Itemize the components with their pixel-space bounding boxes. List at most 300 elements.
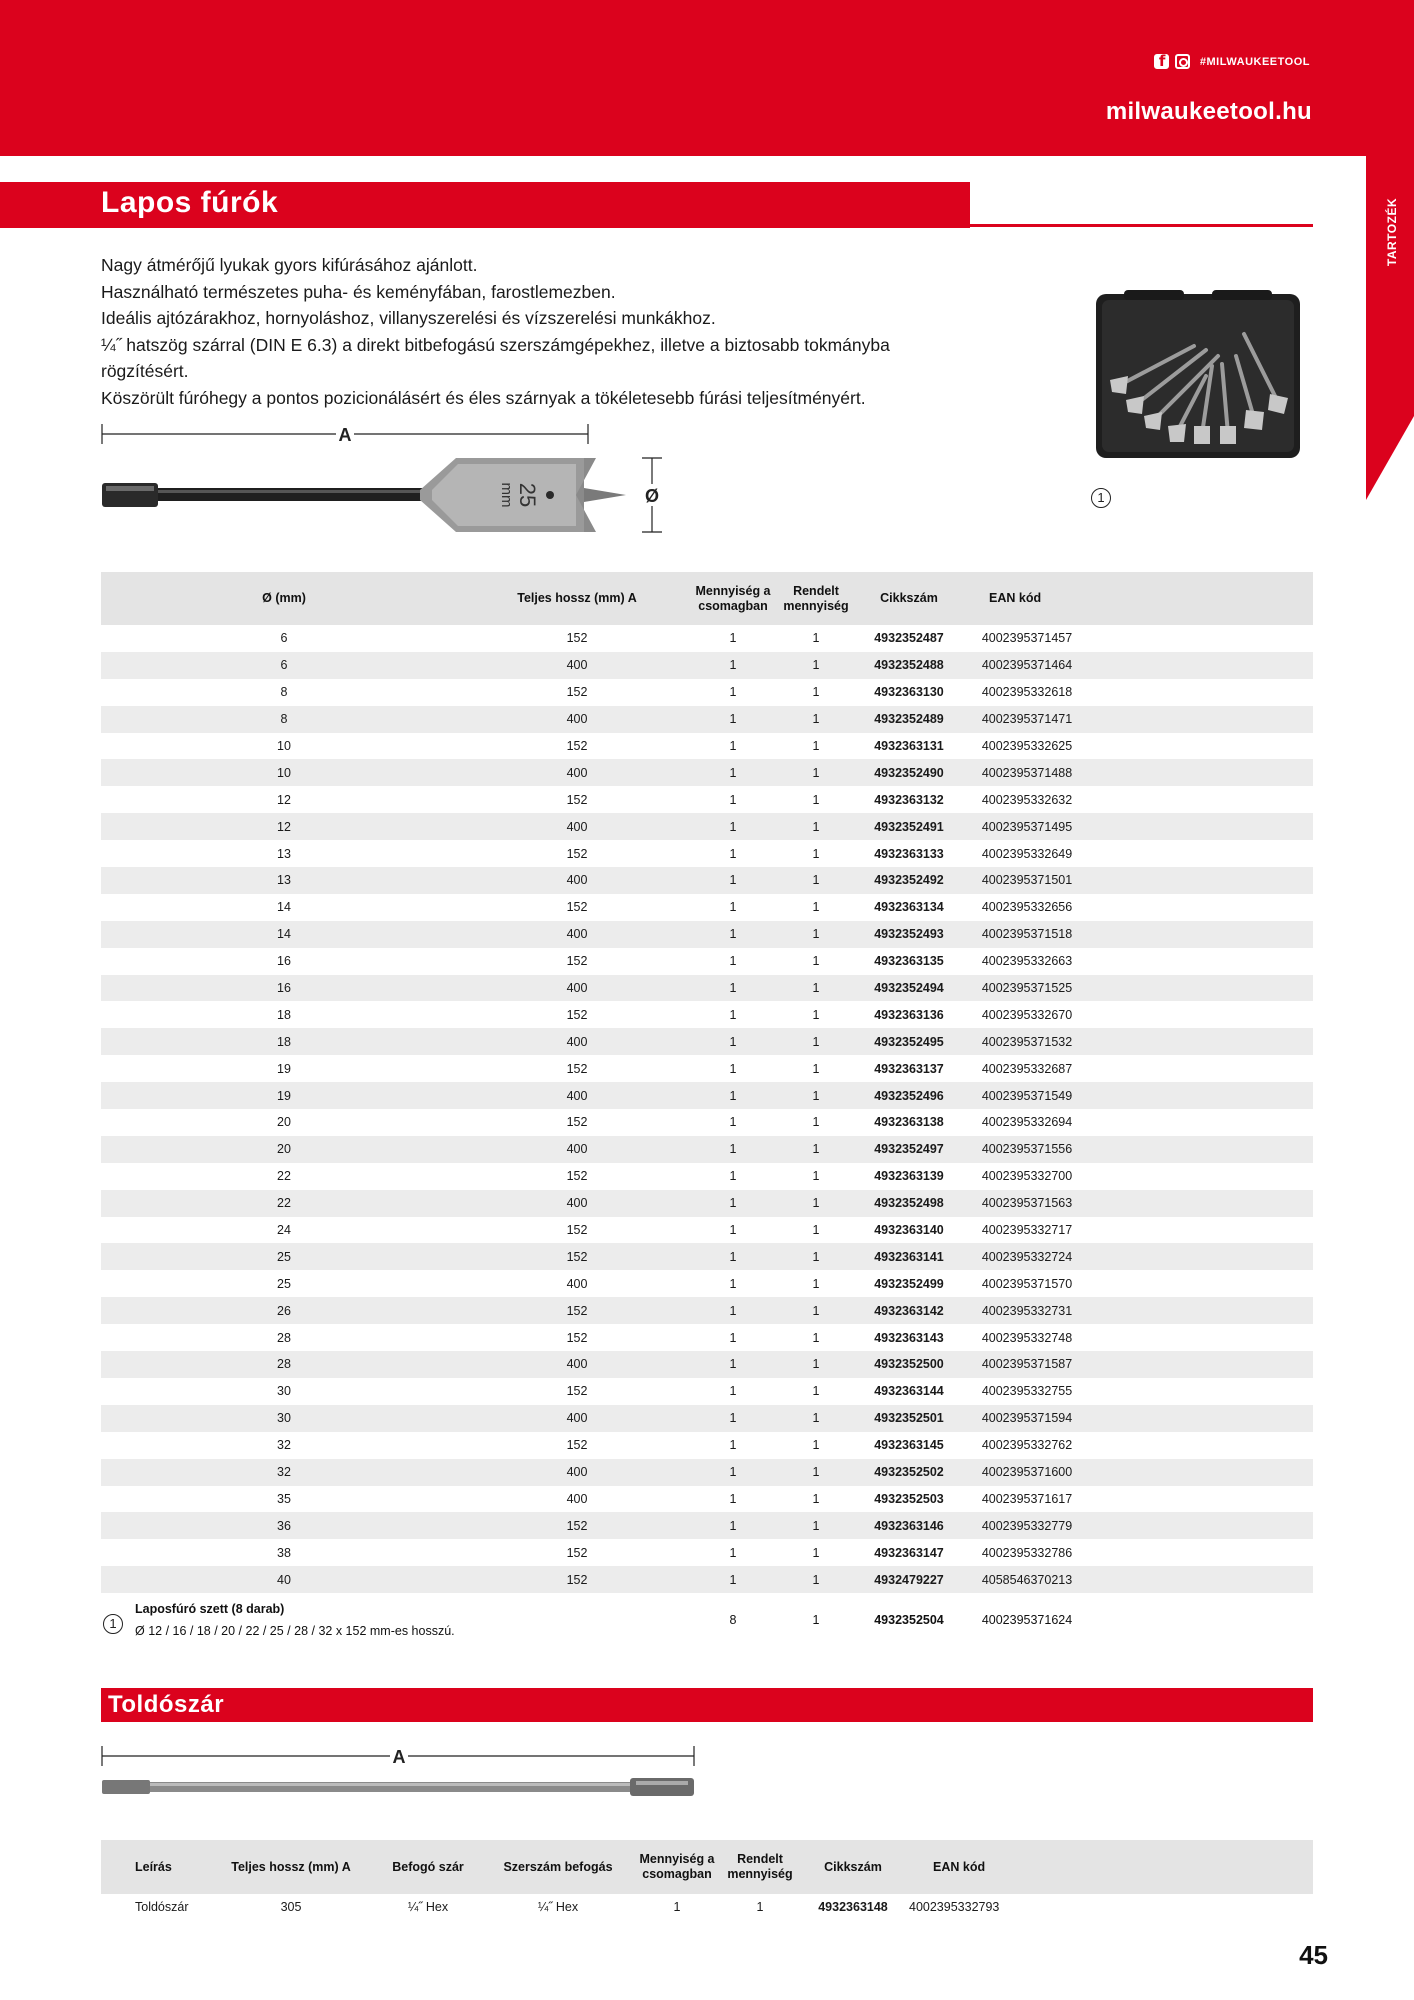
cell-code: 4932363143 bbox=[874, 1330, 944, 1345]
cell-length: 152 bbox=[566, 954, 588, 969]
cell-diameter: 19 bbox=[277, 1061, 291, 1076]
col-header-ean: EAN kód bbox=[965, 572, 1089, 625]
table-row bbox=[101, 1109, 1313, 1136]
cell-pack-qty: 1 bbox=[687, 1405, 779, 1432]
cell-order-qty: 1 bbox=[812, 685, 820, 700]
table-row bbox=[101, 1539, 1313, 1566]
cell-diameter: 13 bbox=[101, 867, 467, 894]
cell-blank bbox=[1089, 733, 1313, 760]
cell-pack-qty: 1 bbox=[687, 1136, 779, 1163]
cell-blank bbox=[1089, 1270, 1313, 1297]
cell-diameter: 14 bbox=[101, 921, 467, 948]
col-header-description: Leírás bbox=[101, 1840, 211, 1894]
cell-order-qty: 1 bbox=[779, 921, 853, 948]
cell-description: Toldószár bbox=[135, 1900, 189, 1915]
table-row bbox=[101, 1055, 1313, 1082]
cell-blank bbox=[1089, 1378, 1313, 1405]
cell-ean: 4002395371587 bbox=[965, 1351, 1089, 1378]
spade-bit-diagram bbox=[96, 420, 676, 544]
cell-diameter: 26 bbox=[101, 1297, 467, 1324]
cell-code: 4932352496 bbox=[853, 1082, 965, 1109]
cell-order-qty: 1 bbox=[779, 1405, 853, 1432]
cell-blank bbox=[1089, 786, 1313, 813]
cell-pack-qty: 1 bbox=[687, 1190, 779, 1217]
table-row bbox=[101, 1163, 1313, 1190]
cell-code: 4932363138 bbox=[874, 1115, 944, 1130]
cell-order-qty: 1 bbox=[812, 631, 820, 646]
cell-length: 400 bbox=[566, 1491, 588, 1506]
cell-order-qty: 1 bbox=[812, 900, 820, 915]
table-row bbox=[101, 1432, 1313, 1459]
cell-pack-qty: 1 bbox=[729, 900, 737, 915]
cell-length: 400 bbox=[467, 813, 687, 840]
cell-diameter: 12 bbox=[101, 813, 467, 840]
col-header-length: Teljes hossz (mm) A bbox=[211, 1840, 371, 1894]
cell-shank: ¼˝ Hex bbox=[407, 1900, 449, 1915]
cell-code: 4932352493 bbox=[853, 921, 965, 948]
page-number: 45 bbox=[1299, 1940, 1328, 1970]
site-url[interactable]: milwaukeetool.hu bbox=[1105, 98, 1312, 125]
cell-diameter: 38 bbox=[277, 1545, 291, 1560]
cell-length: 152 bbox=[566, 1545, 588, 1560]
set-row-detail: Ø 12 / 16 / 18 / 20 / 22 / 25 / 28 / 32 x 152 mm-es hosszú. bbox=[135, 1624, 455, 1638]
cell-ean: 4002395332649 bbox=[981, 846, 1073, 861]
cell-code: 4932363132 bbox=[874, 792, 944, 807]
cell-blank bbox=[1089, 948, 1313, 975]
set-row bbox=[101, 1598, 1313, 1644]
cell-length: 400 bbox=[467, 975, 687, 1002]
col-header-blank bbox=[1033, 1840, 1313, 1894]
cell-pack-qty: 1 bbox=[687, 1243, 779, 1270]
table-row bbox=[101, 1324, 1313, 1351]
cell-code: 4932363130 bbox=[874, 685, 944, 700]
cell-order-qty: 1 bbox=[812, 846, 820, 861]
facebook-icon[interactable] bbox=[1154, 54, 1169, 69]
cell-diameter: 32 bbox=[277, 1438, 291, 1453]
cell-code: 4932363137 bbox=[874, 1061, 944, 1076]
cell-diameter: 10 bbox=[101, 759, 467, 786]
cell-code: 4932479227 bbox=[853, 1566, 965, 1593]
cell-blank bbox=[1089, 894, 1313, 921]
cell-diameter: 30 bbox=[277, 1384, 291, 1399]
cell-length: 152 bbox=[467, 1512, 687, 1539]
cell-pack-qty: 1 bbox=[687, 1351, 779, 1378]
cell-code: 4932352495 bbox=[853, 1028, 965, 1055]
set-row-qty: 8 bbox=[729, 1613, 737, 1627]
cell-ean: 4002395371563 bbox=[965, 1190, 1089, 1217]
cell-ean: 4002395332779 bbox=[965, 1512, 1089, 1539]
cell-code: 4932363144 bbox=[874, 1384, 944, 1399]
cell-pack-qty: 1 bbox=[687, 921, 779, 948]
table-row bbox=[101, 652, 1313, 679]
extension-bar-spec-table bbox=[101, 1840, 1313, 1921]
cell-ean: 4002395371518 bbox=[965, 921, 1089, 948]
cell-order-qty: 1 bbox=[779, 1512, 853, 1539]
extension-dimension-a-label: A bbox=[392, 1747, 406, 1767]
table-row bbox=[101, 894, 1313, 921]
spec-table-body bbox=[101, 625, 1313, 1593]
cell-diameter: 36 bbox=[101, 1512, 467, 1539]
cell-blank bbox=[1089, 625, 1313, 652]
cell-code: 4932363145 bbox=[874, 1438, 944, 1453]
cell-length: 400 bbox=[467, 1082, 687, 1109]
cell-length: 152 bbox=[566, 685, 588, 700]
cell-ean: 4002395371464 bbox=[965, 652, 1089, 679]
cell-pack-qty: 1 bbox=[687, 1566, 779, 1593]
cell-blank bbox=[1033, 1894, 1313, 1921]
cell-diameter: 6 bbox=[280, 631, 288, 646]
cell-pack-qty: 1 bbox=[729, 1115, 737, 1130]
cell-diameter: 19 bbox=[101, 1082, 467, 1109]
table-row bbox=[101, 1459, 1313, 1486]
cell-order-qty: 1 bbox=[779, 867, 853, 894]
cell-length: 400 bbox=[467, 1136, 687, 1163]
cell-diameter: 14 bbox=[277, 900, 291, 915]
cell-diameter: 22 bbox=[277, 1169, 291, 1184]
instagram-icon[interactable] bbox=[1175, 54, 1190, 69]
cell-order-qty: 1 bbox=[812, 1223, 820, 1238]
blade-unit-label: mm bbox=[498, 482, 515, 508]
table-row bbox=[101, 813, 1313, 840]
table-row bbox=[101, 625, 1313, 652]
cell-code: 4932352491 bbox=[853, 813, 965, 840]
hashtag: #MILWAUKEETOOL bbox=[1199, 55, 1310, 68]
cell-diameter: 28 bbox=[277, 1330, 291, 1345]
col-header-pack-qty: Mennyiség a csomagban bbox=[631, 1840, 723, 1894]
cell-pack-qty: 1 bbox=[673, 1900, 681, 1915]
cell-pack-qty: 1 bbox=[729, 631, 737, 646]
cell-order-qty: 1 bbox=[812, 1384, 820, 1399]
cell-pack-qty: 1 bbox=[687, 1512, 779, 1539]
table-row bbox=[101, 733, 1313, 760]
cell-pack-qty: 1 bbox=[687, 1297, 779, 1324]
cell-pack-qty: 1 bbox=[729, 1169, 737, 1184]
side-tab-label: TARTOZÉK bbox=[1385, 197, 1399, 267]
cell-ean: 4002395332687 bbox=[981, 1061, 1073, 1076]
cell-diameter: 6 bbox=[101, 652, 467, 679]
cell-blank bbox=[1089, 1297, 1313, 1324]
cell-pack-qty: 1 bbox=[687, 1082, 779, 1109]
cell-blank bbox=[1089, 921, 1313, 948]
cell-order-qty: 1 bbox=[812, 1115, 820, 1130]
cell-blank bbox=[1089, 1109, 1313, 1136]
table-row bbox=[101, 1894, 1313, 1921]
cell-ean: 4002395332762 bbox=[981, 1438, 1073, 1453]
cell-length: 400 bbox=[566, 1276, 588, 1291]
cell-length: 152 bbox=[566, 631, 588, 646]
spade-bit-spec-table bbox=[101, 572, 1313, 1593]
cell-blank bbox=[1089, 706, 1313, 733]
cell-diameter: 8 bbox=[101, 706, 467, 733]
cell-length: 152 bbox=[467, 1566, 687, 1593]
col-header-pack-qty: Mennyiség a csomagban bbox=[687, 572, 779, 625]
product-description bbox=[101, 252, 981, 411]
cell-order-qty: 1 bbox=[779, 1082, 853, 1109]
cell-diameter: 40 bbox=[101, 1566, 467, 1593]
cell-blank bbox=[1089, 1243, 1313, 1270]
social-links bbox=[1154, 54, 1310, 69]
cell-order-qty: 1 bbox=[812, 792, 820, 807]
cell-length: 152 bbox=[467, 1243, 687, 1270]
cell-order-qty: 1 bbox=[779, 1136, 853, 1163]
cell-length: 400 bbox=[467, 1028, 687, 1055]
dimension-a-label: A bbox=[338, 425, 352, 445]
cell-pack-qty: 1 bbox=[729, 1545, 737, 1560]
cell-ean: 4002395332755 bbox=[981, 1384, 1073, 1399]
cell-length: 152 bbox=[566, 1330, 588, 1345]
cell-blank bbox=[1089, 975, 1313, 1002]
cell-diameter: 8 bbox=[280, 685, 288, 700]
cell-code: 4932363136 bbox=[874, 1007, 944, 1022]
cell-code: 4932363134 bbox=[874, 900, 944, 915]
section-rule bbox=[970, 224, 1313, 227]
cell-ean: 4002395332724 bbox=[965, 1243, 1089, 1270]
cell-blank bbox=[1089, 1324, 1313, 1351]
cell-length: 152 bbox=[566, 1169, 588, 1184]
table-row bbox=[101, 1378, 1313, 1405]
cell-order-qty: 1 bbox=[812, 1438, 820, 1453]
cell-blank bbox=[1089, 1136, 1313, 1163]
set-row-marker: 1 bbox=[103, 1614, 123, 1634]
cell-code: 4932352500 bbox=[853, 1351, 965, 1378]
cell-code: 4932363131 bbox=[874, 739, 944, 753]
cell-diameter: 24 bbox=[277, 1223, 291, 1238]
cell-order-qty: 1 bbox=[812, 1545, 820, 1560]
cell-order-qty: 1 bbox=[779, 1459, 853, 1486]
cell-pack-qty: 1 bbox=[687, 652, 779, 679]
cell-diameter: 12 bbox=[277, 792, 291, 807]
cell-diameter: 16 bbox=[277, 954, 291, 969]
cell-blank bbox=[1089, 1028, 1313, 1055]
cell-pack-qty: 1 bbox=[729, 792, 737, 807]
cell-length: 152 bbox=[566, 1007, 588, 1022]
cell-pack-qty: 1 bbox=[687, 759, 779, 786]
cell-length: 152 bbox=[566, 1115, 588, 1130]
col-header-ean: EAN kód bbox=[909, 1840, 1033, 1894]
cell-order-qty: 1 bbox=[779, 1190, 853, 1217]
cell-order-qty: 1 bbox=[812, 1007, 820, 1022]
description-line: Ideális ajtózárakhoz, hornyoláshoz, villanyszerelési és vízszerelési munkákhoz. bbox=[101, 308, 716, 328]
cell-ean: 4002395371556 bbox=[965, 1136, 1089, 1163]
cell-length: 400 bbox=[467, 1459, 687, 1486]
cell-ean: 4002395371600 bbox=[965, 1459, 1089, 1486]
cell-length: 152 bbox=[566, 1438, 588, 1453]
cell-length: 400 bbox=[467, 1405, 687, 1432]
table-row bbox=[101, 1136, 1313, 1163]
cell-pack-qty: 1 bbox=[729, 1276, 737, 1291]
col-header-length: Teljes hossz (mm) A bbox=[467, 572, 687, 625]
cell-blank bbox=[1089, 1351, 1313, 1378]
cell-length: 152 bbox=[566, 846, 588, 861]
cell-order-qty: 1 bbox=[812, 1276, 820, 1291]
cell-diameter: 32 bbox=[101, 1459, 467, 1486]
cell-ean: 4002395332717 bbox=[981, 1223, 1073, 1238]
cell-blank bbox=[1089, 1486, 1313, 1513]
cell-pack-qty: 1 bbox=[729, 954, 737, 969]
cell-length: 400 bbox=[467, 652, 687, 679]
cell-order-qty: 1 bbox=[812, 739, 820, 753]
cell-order-qty: 1 bbox=[779, 652, 853, 679]
cell-order-qty: 1 bbox=[812, 1061, 820, 1076]
description-line: Használható természetes puha- és keményfában, farostlemezben. bbox=[101, 281, 616, 302]
cell-ean: 4002395332793 bbox=[909, 1900, 1000, 1915]
cell-ean: 4002395332786 bbox=[981, 1545, 1073, 1560]
cell-ean: 4002395371617 bbox=[981, 1491, 1073, 1506]
cell-pack-qty: 1 bbox=[729, 1384, 737, 1399]
cell-code: 4932352487 bbox=[874, 631, 944, 646]
cell-ean: 4002395371525 bbox=[965, 975, 1089, 1002]
cell-blank bbox=[1089, 1432, 1313, 1459]
dimension-diameter-label: Ø bbox=[644, 486, 660, 506]
cell-ean: 4002395332694 bbox=[981, 1115, 1073, 1130]
table-row bbox=[101, 921, 1313, 948]
cell-code: 4932352498 bbox=[853, 1190, 965, 1217]
table-row bbox=[101, 1270, 1313, 1297]
cell-length: 152 bbox=[566, 739, 588, 753]
cell-order-qty: 1 bbox=[779, 1351, 853, 1378]
cell-diameter: 18 bbox=[101, 1028, 467, 1055]
col-header-code: Cikkszám bbox=[853, 572, 965, 625]
cell-order-qty: 1 bbox=[812, 1169, 820, 1184]
col-header-order-qty: Rendelt mennyiség bbox=[779, 572, 853, 625]
cell-ean: 4002395371457 bbox=[981, 631, 1073, 646]
cell-ean: 4002395332625 bbox=[981, 739, 1073, 753]
cell-length: 152 bbox=[467, 1297, 687, 1324]
cell-code: 4932363148 bbox=[818, 1900, 888, 1915]
extension-bar-diagram bbox=[96, 1738, 706, 1802]
cell-blank bbox=[1089, 1512, 1313, 1539]
table-row bbox=[101, 1028, 1313, 1055]
cell-order-qty: 1 bbox=[779, 1028, 853, 1055]
cell-diameter: 22 bbox=[101, 1190, 467, 1217]
set-row-ordered: 1 bbox=[812, 1613, 820, 1627]
header-bar bbox=[0, 0, 1414, 156]
col-header-tool-holder: Szerszám befogás bbox=[485, 1840, 631, 1894]
table-row bbox=[101, 1217, 1313, 1244]
cell-length: 152 bbox=[566, 792, 588, 807]
cell-ean: 4002395371488 bbox=[965, 759, 1089, 786]
cell-ean: 4002395371532 bbox=[965, 1028, 1089, 1055]
cell-order-qty: 1 bbox=[779, 1243, 853, 1270]
table-row bbox=[101, 1486, 1313, 1513]
cell-blank bbox=[1089, 840, 1313, 867]
col-header-shank: Befogó szár bbox=[371, 1840, 485, 1894]
cell-code: 4932352497 bbox=[853, 1136, 965, 1163]
cell-pack-qty: 1 bbox=[687, 706, 779, 733]
cell-code: 4932363140 bbox=[874, 1223, 944, 1238]
cell-order-qty: 1 bbox=[812, 1491, 820, 1506]
cell-length: 400 bbox=[467, 867, 687, 894]
cell-order-qty: 1 bbox=[779, 759, 853, 786]
cell-order-qty: 1 bbox=[779, 1297, 853, 1324]
cell-diameter: 16 bbox=[101, 975, 467, 1002]
blade-size-label: 25 bbox=[515, 482, 540, 508]
cell-order-qty: 1 bbox=[779, 1566, 853, 1593]
table-row bbox=[101, 786, 1313, 813]
cell-code: 4932363139 bbox=[874, 1169, 944, 1184]
cell-length: 152 bbox=[566, 900, 588, 915]
table-row bbox=[101, 1405, 1313, 1432]
cell-code: 4932352499 bbox=[874, 1276, 944, 1291]
cell-ean: 4002395332656 bbox=[981, 900, 1073, 915]
table-row bbox=[101, 706, 1313, 733]
set-row-name: Laposfúró szett (8 darab) bbox=[135, 1602, 285, 1616]
cell-blank bbox=[1089, 1217, 1313, 1244]
cell-pack-qty: 1 bbox=[687, 1459, 779, 1486]
cell-length: 400 bbox=[467, 1351, 687, 1378]
cell-length: 152 bbox=[566, 1384, 588, 1399]
cell-pack-qty: 1 bbox=[729, 1007, 737, 1022]
table-row bbox=[101, 1297, 1313, 1324]
cell-length: 152 bbox=[566, 1061, 588, 1076]
cell-code: 4932363135 bbox=[874, 954, 944, 969]
cell-blank bbox=[1089, 1459, 1313, 1486]
cell-pack-qty: 1 bbox=[729, 685, 737, 700]
cell-length: 400 bbox=[467, 706, 687, 733]
cell-code: 4932352501 bbox=[853, 1405, 965, 1432]
cell-ean: 4002395332632 bbox=[981, 792, 1073, 807]
cell-ean: 4002395371594 bbox=[965, 1405, 1089, 1432]
cell-length: 305 bbox=[280, 1900, 302, 1915]
cell-pack-qty: 1 bbox=[687, 1028, 779, 1055]
cell-diameter: 18 bbox=[277, 1007, 291, 1022]
col-header-code: Cikkszám bbox=[797, 1840, 909, 1894]
cell-ean: 4002395371549 bbox=[965, 1082, 1089, 1109]
cell-blank bbox=[1089, 1001, 1313, 1028]
table-row bbox=[101, 1190, 1313, 1217]
cell-pack-qty: 1 bbox=[729, 1438, 737, 1453]
cell-code: 4932352490 bbox=[853, 759, 965, 786]
cell-order-qty: 1 bbox=[812, 1330, 820, 1345]
col-header-blank bbox=[1089, 572, 1313, 625]
table-row bbox=[101, 1082, 1313, 1109]
cell-pack-qty: 1 bbox=[729, 846, 737, 861]
cell-ean: 4058546370213 bbox=[965, 1566, 1089, 1593]
table-row bbox=[101, 1243, 1313, 1270]
cell-ean: 4002395332670 bbox=[981, 1007, 1073, 1022]
cell-pack-qty: 1 bbox=[729, 739, 737, 753]
cell-pack-qty: 1 bbox=[729, 1330, 737, 1345]
cell-length: 400 bbox=[467, 921, 687, 948]
cell-pack-qty: 1 bbox=[729, 1061, 737, 1076]
cell-pack-qty: 1 bbox=[687, 975, 779, 1002]
cell-pack-qty: 1 bbox=[687, 813, 779, 840]
set-row-ean: 4002395371624 bbox=[981, 1613, 1073, 1627]
spade-bit-set-case-image bbox=[1094, 290, 1302, 462]
description-line: Köszörült fúróhegy a pontos pozicionálásért és éles szárnyak a tökéletesebb fúrási teljesítményért. bbox=[101, 387, 866, 408]
cell-code: 4932352488 bbox=[853, 652, 965, 679]
cell-ean: 4002395332731 bbox=[965, 1297, 1089, 1324]
cell-order-qty: 1 bbox=[779, 813, 853, 840]
cell-blank bbox=[1089, 1566, 1313, 1593]
cell-diameter: 25 bbox=[101, 1243, 467, 1270]
table-row bbox=[101, 867, 1313, 894]
cell-code: 4932352494 bbox=[853, 975, 965, 1002]
cell-length: 152 bbox=[566, 1223, 588, 1238]
table-row bbox=[101, 759, 1313, 786]
cell-diameter: 20 bbox=[277, 1115, 291, 1130]
cell-blank bbox=[1089, 1539, 1313, 1566]
cell-code: 4932363142 bbox=[853, 1297, 965, 1324]
cell-code: 4932363147 bbox=[874, 1545, 944, 1560]
cell-ean: 4002395332748 bbox=[981, 1330, 1073, 1345]
table-row bbox=[101, 975, 1313, 1002]
cell-blank bbox=[1089, 679, 1313, 706]
cell-code: 4932352489 bbox=[853, 706, 965, 733]
cell-code: 4932363141 bbox=[853, 1243, 965, 1270]
cell-diameter: 25 bbox=[277, 1276, 291, 1291]
image-marker: 1 bbox=[1091, 488, 1111, 508]
